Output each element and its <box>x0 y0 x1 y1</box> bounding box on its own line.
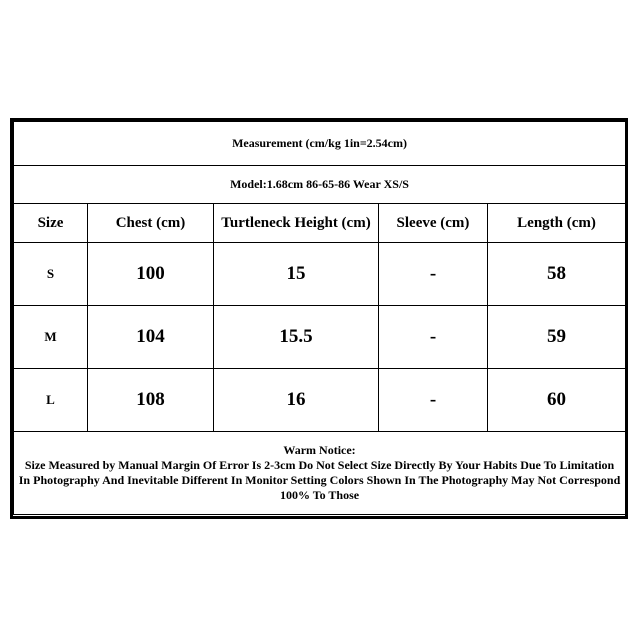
table-row <box>14 369 626 432</box>
length-value: 58 <box>488 243 626 306</box>
table-row <box>14 306 626 369</box>
turtleneck-height-value: 16 <box>214 369 379 432</box>
turtleneck-height-value: 15 <box>214 243 379 306</box>
measurement-title-row <box>14 122 626 166</box>
size-value: L <box>14 369 88 432</box>
warm-notice-line: Size Measured by Manual Margin Of Error Is 2-3cm Do Not Select Size Directly By Your Habits Due To Limitation <box>24 458 615 472</box>
header-length: Length (cm) <box>488 204 626 243</box>
length-value: 60 <box>488 369 626 432</box>
header-chest: Chest (cm) <box>88 204 214 243</box>
model-info-row <box>14 166 626 204</box>
sleeve-value: - <box>379 306 488 369</box>
header-turtleneck-height: Turtleneck Height (cm) <box>214 204 379 243</box>
warm-notice-line: In Photography And Inevitable Different In Monitor Setting Colors Shown In The Photography May Not Correspond <box>18 473 621 487</box>
sleeve-value: - <box>379 369 488 432</box>
sleeve-value: - <box>379 243 488 306</box>
warm-notice-row <box>14 432 626 515</box>
size-value: M <box>14 306 88 369</box>
warm-notice <box>14 432 626 515</box>
chest-value: 104 <box>88 306 214 369</box>
chest-value: 100 <box>88 243 214 306</box>
table-row <box>14 243 626 306</box>
column-header-row <box>14 204 626 243</box>
warm-notice-line: 100% To Those <box>279 488 360 502</box>
measurement-title: Measurement (cm/kg 1in=2.54cm) <box>14 122 626 166</box>
header-sleeve: Sleeve (cm) <box>379 204 488 243</box>
model-info: Model:1.68cm 86-65-86 Wear XS/S <box>14 166 626 204</box>
turtleneck-height-value: 15.5 <box>214 306 379 369</box>
chest-value: 108 <box>88 369 214 432</box>
header-size: Size <box>14 204 88 243</box>
size-chart-table <box>13 121 626 515</box>
size-value: S <box>14 243 88 306</box>
warm-notice-heading: Warm Notice: <box>283 443 356 457</box>
length-value: 59 <box>488 306 626 369</box>
